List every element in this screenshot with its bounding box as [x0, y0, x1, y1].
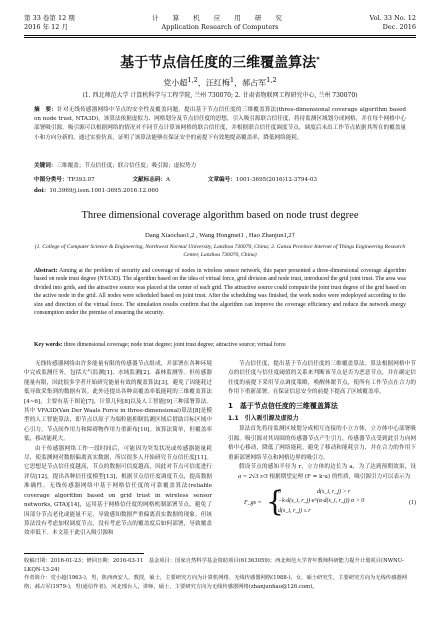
clc-number	[34, 176, 113, 185]
clc-label: 中图分类号：	[34, 177, 68, 183]
paper-title	[24, 52, 416, 72]
method-paragraph-2	[228, 463, 416, 483]
equation-1-cases	[278, 488, 364, 517]
equation-1	[244, 486, 416, 520]
body-column-right	[228, 360, 416, 523]
author-1: 党小超	[163, 78, 188, 88]
keywords-en	[34, 342, 406, 348]
subsection-heading-1-1: 1.1 引入吸引源及虚拟力	[228, 415, 299, 423]
header-volume-en-line: Vol. 33 No. 12	[369, 14, 416, 22]
intro-paragraph-2: 由于传感器网络工作一段时间后，可能因为突发状况或传感器能量耗尽，使监测网对数据偏离真实数据，所以很多人开始研究节点信任度[11]。它思想是节点信任度越高，节点的数据可信度越高，因此对节点可信度进行评估[12]，提出各种信任度模型[13]，根据节点信任度调度节点，提高数据准确性。无线传感器网络中基于网格信任度的可靠覆盖算法(reliable coverage algorithm based on grid trust in wireless sensor networks, GTA)[14]，运用基于网格信任度的网格机制部署节点，避免了因部分节点老化或能量不足，导致感知数据严重偏离真实数据的现象。但该算法没有考虑加权调度节点，没有考虑节点的覆盖度后如何部署，导致覆盖效率低下。本文基于此引入吸引源和	[24, 445, 212, 537]
abstract-en-text: Aiming at the problem of security and coverage of nodes in wireless sensor network, this paper presented a three-dimensional coverage algorithm based on node trust degree (NTA3D). The algorithm based on the idea of virtual force, grid division and node trust, introduced the grid joint trust. The area was divided into grids, and the attractive source was placed at the center of each grid. The attractive source could compute the joint trust degree of the grid based on the active node in the grid. All nodes were scheduled based on joint trust. After the scheduling was finished, the work nodes were redeployed according to the size and direction of the virtual force. The simulation results confirm that the algorithm can improve the coverage efficiency and reduce the network energy consumption under the premise of ensuring the security.	[34, 268, 406, 317]
footnote-rule	[24, 553, 144, 554]
author-1-affil: 1,2	[187, 76, 198, 84]
keywords-en-text: three dimensional coverage; node trust degree; joint trust degree; attractive source; virtual force	[63, 342, 286, 348]
article-no-value: 1001-3695(2016)12-3794-03	[235, 177, 318, 183]
author-3: ，郝占军	[234, 78, 267, 88]
footnote: 收稿日期：2016-01-23；修回日期：2016-03-11 基金项目：国家自然科学基金资助项目(61363059)；西北师范大学青年教师科研能力提升计划项目(NWNU-LKQN-13-24) 作者简介：党小超(1963-)，男，陕西西安人，教授，硕士，主要研究方向为计算机网络、无线传感器网络(1988-)，女，硕士研究生，主要研究方向为无线传感器网络；郝占军(1979-)，男(通信作者)，河北邢台人，讲师，硕士，主要研究方向为无线传感器网络(zhanjunhao@126.com)。	[24, 558, 408, 590]
method-paragraph-1: 算法首先将待监测区域划分成相互连接的小立方体，立方体中心部署吸引源。吸引源对其周围的传感器节点产生引力，传感器节点受到此引力向网格中心移动，降低了网络能耗，避免了移动和能耗引力，并在合力的作用下重新部署网络节点和网格边界的吸引力。	[228, 426, 416, 461]
document-code	[132, 176, 188, 185]
header-date-en: Dec. 2016	[382, 23, 416, 31]
keywords-cn-label: 关键词：	[34, 163, 57, 169]
paper-title-en: Three dimensional coverage algorithm based on node trust degree	[81, 210, 359, 221]
method-paragraph-2-cont: 根据期望定理 (F = k·u) 的性质，吸引源引力可以表示为	[269, 474, 411, 481]
affiliation-cn: (1. 西北师范大学 计算机科学与工程学院, 兰州 730070; 2. 甘肃省物联网工程研究中心, 兰州 730070)	[82, 92, 358, 99]
journal-name-cn: 计 算 机 应 用 研 究	[152, 14, 288, 22]
doi-label: doi：	[34, 188, 50, 194]
abstract-en-label: Abstract:	[34, 268, 58, 274]
abstract-en	[34, 267, 406, 317]
equation-brace: {	[266, 484, 284, 518]
title-footnote-mark: *	[316, 55, 320, 64]
author-2-affil: 1	[229, 76, 235, 84]
abstract-cn-label: 摘 要：	[34, 107, 58, 113]
article-no-label: 文章编号：	[207, 177, 236, 183]
running-header	[24, 14, 416, 40]
method-paragraph-2-text: 假设节点的感知半径为 r，立方体的边长为 a，为了达到预期效果，设	[239, 464, 416, 471]
author-list	[24, 76, 416, 89]
equation-case-3: d(s_i, r_j) ≤ r	[278, 508, 311, 515]
abstract-cn-text: 针对无线传感器网络中节点的安全性及覆盖问题，提出基于节点信任度的三维覆盖算法(three-dimensional coverage algorithm based on node trust, NTA3D)。该算法依据虚拟力、网格划分及节点信任度的思想，引入吸引源联合信任度，将待监测区域划分成网格，并在每个网格中心部署吸引源。吸引源可以根据网络的情况对不同节点计算该网格的联合信任度，并根据联合信任度调度节点，调度后未出工作节点依据其所在的覆盖量小和方向分新的。通过实验仿真，证明了该算法能够在保证安全的前提下有效地提高覆盖率，降低网络能耗。	[34, 107, 406, 141]
body-column-left	[24, 360, 212, 539]
header-volume-en	[370, 14, 416, 32]
doi-line	[34, 186, 406, 194]
clc-value: TP393.07	[67, 177, 95, 183]
abstract-cn	[34, 106, 406, 143]
header-journal	[24, 14, 416, 32]
equation-1-number: (1)	[409, 499, 416, 506]
intro-paragraph-3: 节点信任度，提出基于节点信任度的三维覆盖算法。算法根据网格中节点的信任度与信任度阈值的关系来判断该节点是否为恶意节点，并在确定信任度的前提下采用节点调度策略，唤醒休眠节点，使所有工作节点在合力的作用下重新部署，在保证信息安全的前提下提高了区域覆盖率。	[228, 361, 416, 396]
author-list-en: Dang Xiaochao1,2 , Wang Hongmei1 , Hao Zhanjun1,2†	[144, 232, 296, 239]
author-3-affil: 1,2	[266, 76, 277, 84]
inline-formula-edge: a = 2√3 r/3	[238, 473, 268, 481]
journal-name-en: Application Research of Computers	[161, 23, 279, 31]
doc-code-value: A	[166, 177, 171, 183]
equation-1-lhs: F_gs =	[244, 499, 262, 506]
equation-case-2: −k·d(s_i, r_j)·e^(α·d(s_i, r_j)) α > 0	[278, 498, 365, 505]
header-rule-thin	[24, 37, 416, 38]
intro-paragraph-1: 无线传感器网络由许多能量有限的传感器节点组成，并部署在各种环境中完成监测任务，包括大气监测[1]、水域监测[2]、森林监测等。但传感器能量有限，因此很多学者开始研究能量有效的覆盖算法[3]，避免了因能耗过低导致采集到的数据有误。此外还提出各种高覆盖率低能耗的三维覆盖算法[4~6]，主要有基于图论[7]、计算几何[8]以及人工智能[9]三种部署算法。其中 VFA3D(Van Der Waals Force in three-dimensional)算法[8]是模型的人工智能算法，即节点以原子为端粒能抑制监测区域后借助目标区域中心引力，节点间作用力和障碍物作用力重新布[10]。该算法简单，但覆盖率低，移动能耗大。	[24, 361, 212, 443]
section-heading-1: 1 基于节点信任度的三维覆盖算法	[228, 401, 338, 410]
header-date-cn: 2016 年 12 月	[24, 23, 69, 31]
classification-line	[34, 176, 406, 185]
keywords-cn	[34, 162, 406, 171]
equation-case-1: 0 d(s_i, r_j) > r	[278, 488, 351, 495]
affiliation-en: (1. College of Computer Science & Engineering, Northwest Normal University, Lanzhou 730070, China; 2. Gansu Province Internet of Things Engineering Research Center, Lanzhou 730070, China)	[34, 244, 406, 258]
paper-title-text: 基于节点信任度的三维覆盖算法	[120, 55, 317, 71]
doc-code-label: 文献标志码：	[132, 177, 167, 183]
header-rule	[24, 35, 416, 36]
keywords-cn-text: 三维覆盖；节点信任度；联合信任度；吸引源；虚拟势力	[56, 163, 197, 169]
doi-value: 10.3969/j.issn.1001-3695.2016.12.060	[49, 188, 159, 194]
keywords-en-label: Key words:	[34, 342, 63, 348]
article-number	[208, 176, 335, 185]
author-2: ，汪红梅	[197, 78, 230, 88]
header-volume-cn: 第 33 卷第 12 期	[24, 14, 75, 22]
